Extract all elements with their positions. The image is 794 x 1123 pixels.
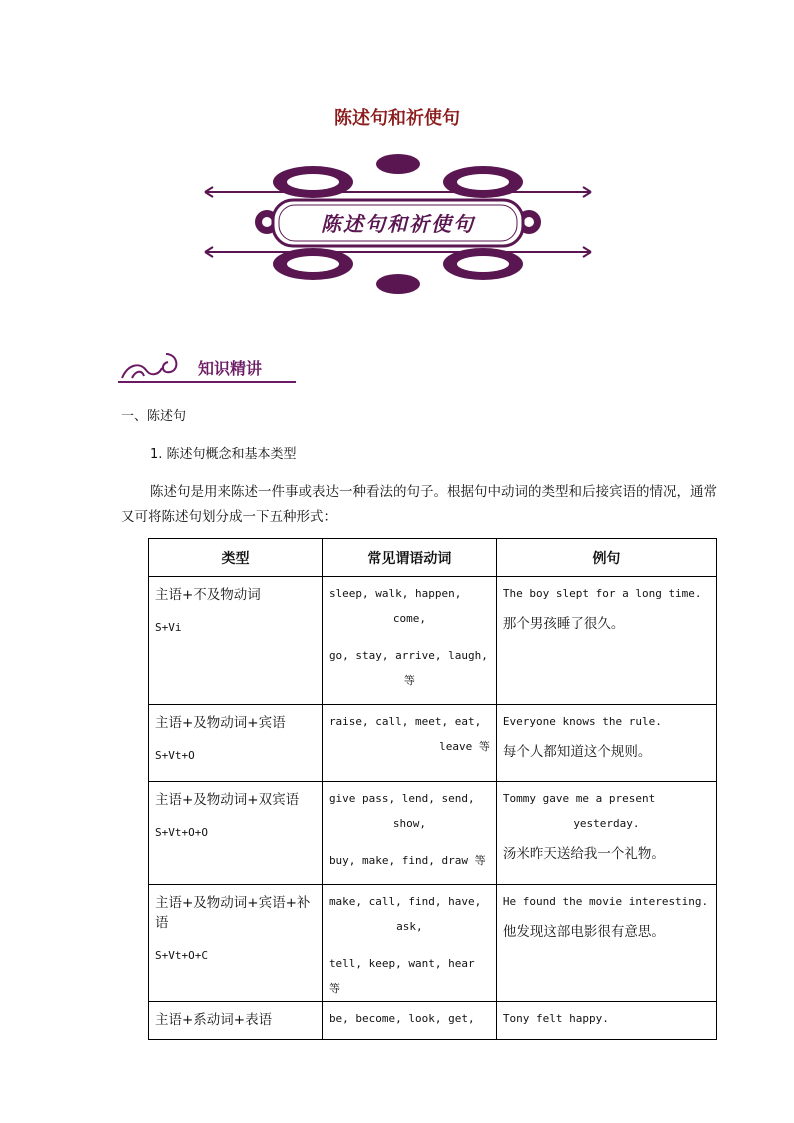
type-name: 主语+不及物动词 bbox=[155, 587, 261, 603]
table-row bbox=[149, 577, 717, 705]
table-header: 例句 bbox=[496, 539, 716, 577]
verb-list: ask, bbox=[396, 920, 423, 933]
table-header: 常见谓语动词 bbox=[322, 539, 496, 577]
table-row bbox=[149, 705, 717, 782]
example-cell bbox=[496, 577, 716, 705]
type-cell bbox=[149, 1002, 323, 1040]
table-row bbox=[149, 885, 717, 1002]
example-english: yesterday. bbox=[573, 817, 640, 830]
example-chinese: 汤米昨天送给我一个礼物。 bbox=[502, 846, 665, 862]
section-label: 知识精讲 bbox=[198, 359, 263, 378]
type-formula: S+Vt+O bbox=[155, 749, 195, 762]
example-english: Everyone knows the rule. bbox=[502, 715, 662, 728]
example-cell bbox=[496, 1002, 716, 1040]
table-row bbox=[149, 782, 717, 885]
swirl-ornament-icon bbox=[118, 348, 188, 382]
example-chinese: 每个人都知道这个规则。 bbox=[502, 744, 652, 760]
example-english: He found the movie interesting. bbox=[502, 895, 709, 908]
verbs-cell bbox=[322, 782, 496, 885]
example-chinese: 那个男孩睡了很久。 bbox=[502, 616, 625, 632]
verbs-cell bbox=[322, 1002, 496, 1040]
verb-list: leave 等 bbox=[439, 740, 490, 753]
verbs-cell bbox=[322, 577, 496, 705]
page-title: 陈述句和祈使句 bbox=[334, 108, 460, 129]
verb-list: 等 bbox=[403, 674, 415, 687]
type-cell bbox=[149, 705, 323, 782]
example-english: The boy slept for a long time. bbox=[502, 587, 702, 600]
type-cell bbox=[149, 577, 323, 705]
example-cell bbox=[496, 705, 716, 782]
table-row bbox=[149, 1002, 717, 1040]
verb-list: tell, keep, want, hear 等 bbox=[328, 957, 475, 995]
type-name: 主语+及物动词+宾语 bbox=[155, 715, 286, 731]
verb-list: make, call, find, have, bbox=[328, 895, 482, 908]
banner-title: 陈述句和祈使句 bbox=[321, 212, 475, 236]
table-header: 类型 bbox=[149, 539, 323, 577]
subheading-concept: 1. 陈述句概念和基本类型 bbox=[150, 447, 297, 462]
type-name: 主语+系动词+表语 bbox=[155, 1012, 273, 1028]
verb-list: go, stay, arrive, laugh, bbox=[328, 649, 488, 662]
section-underline bbox=[118, 381, 296, 383]
verb-list: show, bbox=[392, 817, 426, 830]
example-english: Tony felt happy. bbox=[502, 1012, 609, 1025]
verb-list: be, become, look, get, bbox=[328, 1012, 475, 1025]
type-formula: S+Vt+O+C bbox=[155, 949, 208, 962]
section-header bbox=[118, 348, 298, 384]
intro-paragraph: 陈述句是用来陈述一件事或表达一种看法的句子。根据句中动词的类型和后接宾语的情况，通常又可将陈述句划分成一下五种形式： bbox=[121, 484, 717, 525]
verb-list: raise, call, meet, eat, bbox=[328, 715, 482, 728]
verb-list: come, bbox=[392, 612, 426, 625]
type-name: 主语+及物动词+宾语+补语 bbox=[155, 895, 311, 931]
table-header-row bbox=[149, 539, 717, 577]
example-cell bbox=[496, 885, 716, 1002]
verb-list: buy, make, find, draw 等 bbox=[328, 854, 486, 867]
type-formula: S+Vi bbox=[155, 621, 182, 634]
example-english: Tommy gave me a present bbox=[502, 792, 656, 805]
example-cell bbox=[496, 782, 716, 885]
title-banner bbox=[203, 152, 593, 297]
example-chinese: 他发现这部电影很有意思。 bbox=[502, 924, 665, 940]
type-cell bbox=[149, 885, 323, 1002]
verbs-cell bbox=[322, 705, 496, 782]
heading-statement: 一、陈述句 bbox=[121, 409, 187, 424]
sentence-pattern-table bbox=[148, 538, 717, 1040]
verb-list: sleep, walk, happen, bbox=[328, 587, 462, 600]
type-cell bbox=[149, 782, 323, 885]
type-name: 主语+及物动词+双宾语 bbox=[155, 792, 300, 808]
verb-list: give pass, lend, send, bbox=[328, 792, 475, 805]
verbs-cell bbox=[322, 885, 496, 1002]
type-formula: S+Vt+O+O bbox=[155, 826, 208, 839]
